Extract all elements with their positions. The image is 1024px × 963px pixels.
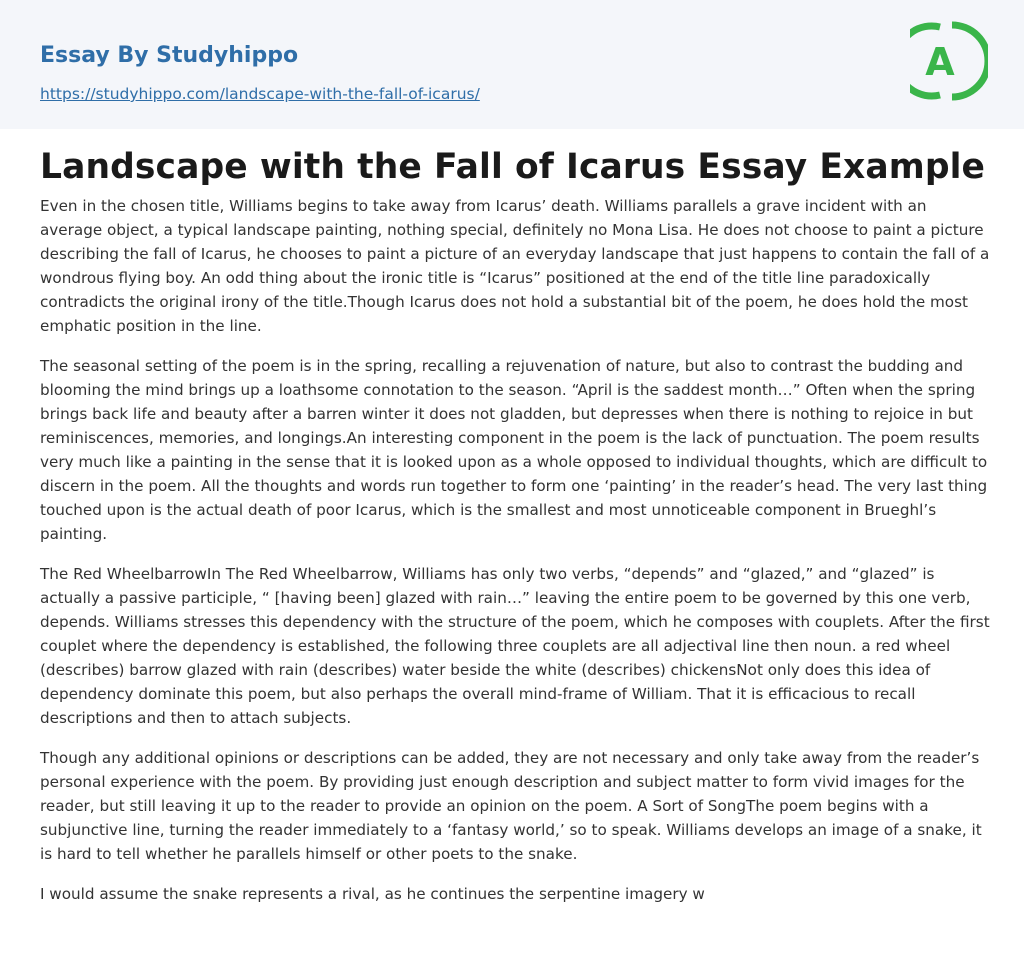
article-body [40,194,990,922]
studyhippo-logo-icon[interactable] [910,18,988,106]
source-url-link[interactable]: https://studyhippo.com/landscape-with-the-fall-of-icarus/ [40,85,480,103]
article-paragraph: The seasonal setting of the poem is in the spring, recalling a rejuvenation of nature, but also to contrast the budding and blooming the mind brings up a loathsome connotation to the season. “April is the saddest month…” Often when the spring brings back life and beauty after a barren winter it does not gladden, but depresses when there is nothing to rejoice in but reminiscences, memories, and longings.An interesting component in the poem is the lack of punctuation. The poem results very much like a painting in the sense that it is looked upon as a whole opposed to individual thoughts, which are difficult to discern in the poem. All the thoughts and words run together to form one ‘painting’ in the reader’s head. The very last thing touched upon is the actual death of poor Icarus, which is the smallest and most unnoticeable component in Brueghl’s painting. [40,357,988,543]
logo-letter: A [925,40,955,84]
site-header [0,0,1024,129]
article-paragraph: The Red WheelbarrowIn The Red Wheelbarrow, Williams has only two verbs, “depends” and “glazed,” and “glazed” is actually a passive participle, “ [having been] glazed with rain…” leaving the entire poem to be governed by this one verb, depends. Williams stresses this dependency with the structure of the poem, which he composes with couplets. After the first couplet where the dependency is established, the following three couplets are all adjectival line then noun. a red wheel (describes) barrow glazed with rain (describes) water beside the white (describes) chickensNot only does this idea of dependency dominate this poem, but also perhaps the overall mind-frame of William. That it is efficacious to recall descriptions and then to attach subjects. [40,565,990,727]
article-paragraph: Though any additional opinions or descriptions can be added, they are not necessary and only take away from the reader’s personal experience with the poem. By providing just enough description and subject matter to form vivid images for the reader, but still leaving it up to the reader to provide an opinion on the poem. A Sort of SongThe poem begins with a subjunctive line, turning the reader immediately to a ‘fantasy world,’ so to speak. Williams develops an image of a snake, it is hard to tell whether he parallels himself or other poets to the snake. [40,749,982,863]
site-brand[interactable]: Essay By Studyhippo [40,43,299,68]
article-paragraph: I would assume the snake represents a rival, as he continues the serpentine imagery w [40,885,705,903]
article-title: Landscape with the Fall of Icarus Essay Example [40,147,986,187]
article-paragraph: Even in the chosen title, Williams begins to take away from Icarus’ death. Williams parallels a grave incident with an average object, a typical landscape painting, nothing special, definitely no Mona Lisa. He does not choose to paint a picture describing the fall of Icarus, he chooses to paint a picture of an everyday landscape that just happens to contain the fall of a wondrous flying boy. An odd thing about the ironic title is “Icarus” positioned at the end of the title line paradoxically contradicts the original irony of the title.Though Icarus does not hold a substantial bit of the poem, he does hold the most emphatic position in the line. [40,197,990,335]
